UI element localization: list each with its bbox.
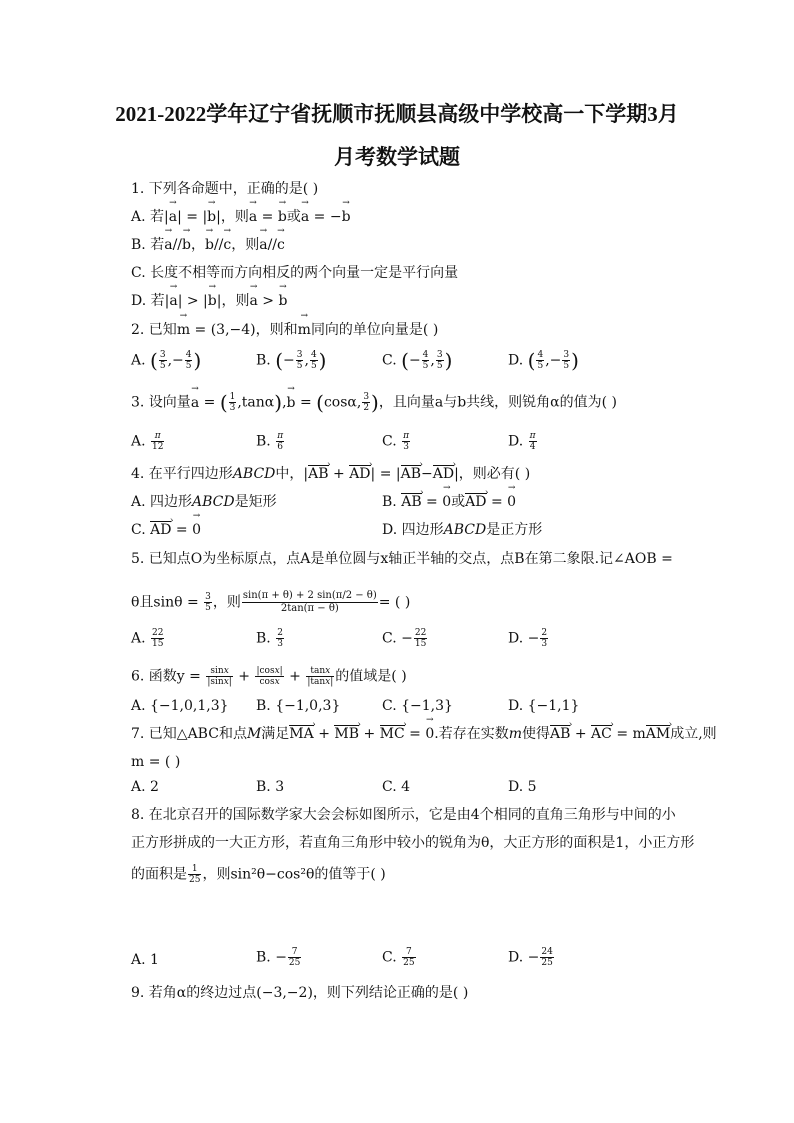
q2-option-b: B. (− $\frac{3}{5}$ , $\frac{4}{5}$ ) (256, 348, 327, 373)
q4-option-a: A. 四边形ABCD是矩形 (131, 494, 277, 510)
q9-stem: 9. 若角α的终边过点(−3,−2)，则下列结论正确的是( ) (131, 985, 469, 1001)
q5-stem-line1: 5. 已知点O为坐标原点，点A是单位圆与x轴正半轴的交点，点B在第二象限.记∠AOB = (131, 551, 673, 567)
q8-option-a: A. 1 (131, 952, 159, 968)
q3-option-a: A. $\frac{\pi}{12}$ (131, 431, 164, 452)
q1-option-d: D. 若|→ a| > |→ b|，则→ a > → b (131, 292, 287, 310)
q1-option-c: C. 长度不相等而方向相反的两个向量一定是平行向量 (131, 265, 459, 281)
q6-option-a: A. {−1,0,1,3} (131, 698, 229, 714)
q7-option-b: B. 3 (256, 779, 285, 795)
q6-stem: 6. 函数y = $\frac{\sin x}{|\sin x|}$ + $\frac{|\cos x|}{\cos x}$ + $\frac{\tan x}{|\tan x|}$ 的值域是( ) (131, 666, 407, 687)
q7-stem-line2: m = ( ) (131, 754, 181, 770)
page-title-line1: 2021-2022学年辽宁省抚顺市抚顺县高级中学校高一下学期3月 (115, 102, 679, 126)
q1-stem: 1. 下列各命题中，正确的是( ) (131, 181, 319, 197)
q2-option-c: C. (− $\frac{4}{5}$ , $\frac{3}{5}$ ) (382, 348, 453, 373)
page-title-line2: 月考数学试题 (334, 145, 460, 169)
q2-option-d: D. ( $\frac{4}{5}$ ,− $\frac{3}{5}$ ) (508, 348, 579, 373)
q8-option-c: C. $\frac{7}{25}$ (382, 947, 415, 968)
q4-option-b: B. AB › = → 0或AD › = → 0 (382, 493, 516, 511)
q7-stem-line1: 7. 已知△ABC和点M满足MA › + MB › + MC › = → 0.若存在实数m使得AB › + AC › = mAM ›成立,则 (131, 725, 717, 743)
q8-stem-line1: 8. 在北京召开的国际数学家大会会标如图所示，它是由4个相同的直角三角形与中间的小 (131, 807, 676, 823)
q5-option-b: B. $\frac{2}{3}$ (256, 628, 283, 649)
q8-option-d: D. − $\frac{24}{25}$ (508, 947, 553, 968)
q5-option-d: D. − $\frac{2}{3}$ (508, 628, 548, 649)
q4-stem: 4. 在平行四边形ABCD中，|AB › + AD ›| = |AB ›−AD ›|，则必有( ) (131, 465, 530, 483)
q6-option-d: D. {−1,1} (508, 698, 580, 714)
q7-option-a: A. 2 (131, 779, 159, 795)
q5-stem-line2: θ且sinθ = $\frac{3}{5}$ ，则 $\frac{\sin(\pi + \theta) + 2 \sin(\pi/2 - \theta)}{2\tan(\pi - \theta)}$ = ( ) (131, 590, 411, 614)
q5-option-c: C. − $\frac{22}{15}$ (382, 628, 427, 649)
q6-option-b: B. {−1,0,3} (256, 698, 341, 714)
q8-stem-line2: 正方形拼成的一大正方形，若直角三角形中较小的锐角为θ，大正方形的面积是1，小正方形 (131, 835, 695, 851)
q3-option-c: C. $\frac{\pi}{3}$ (382, 431, 410, 452)
q7-option-c: C. 4 (382, 779, 411, 795)
q2-stem: 2. 已知→ m = (3,−4)，则和→ m同向的单位向量是( ) (131, 321, 438, 339)
q1-option-b: B. 若→ a//→ b，→ b//→ c，则→ a//→ c (131, 236, 285, 254)
q3-stem: 3. 设向量→ a = ( $\frac{1}{3}$ ,tanα),→ b = (cosα, $\frac{3}{2}$ )，且向量a与b共线，则锐角α的值为( ) (131, 392, 617, 413)
q1-option-a: A. 若|→ a| = |→ b|，则→ a = → b或→ a = −→ b (131, 208, 351, 226)
q5-option-a: A. $\frac{22}{15}$ (131, 628, 164, 649)
q4-option-c: C. AD › = → 0 (131, 521, 201, 539)
q8-option-b: B. − $\frac{7}{25}$ (256, 947, 301, 968)
q6-option-c: C. {−1,3} (382, 698, 453, 714)
q2-option-a: A. ( $\frac{3}{5}$ ,− $\frac{4}{5}$ ) (131, 348, 202, 373)
q7-option-d: D. 5 (508, 779, 537, 795)
q3-option-b: B. $\frac{\pi}{6}$ (256, 431, 284, 452)
q4-option-d: D. 四边形ABCD是正方形 (382, 522, 543, 538)
q3-option-d: D. $\frac{\pi}{4}$ (508, 431, 536, 452)
q8-stem-line3: 的面积是 $\frac{1}{25}$ ，则sin²θ−cos²θ的值等于( ) (131, 864, 386, 885)
